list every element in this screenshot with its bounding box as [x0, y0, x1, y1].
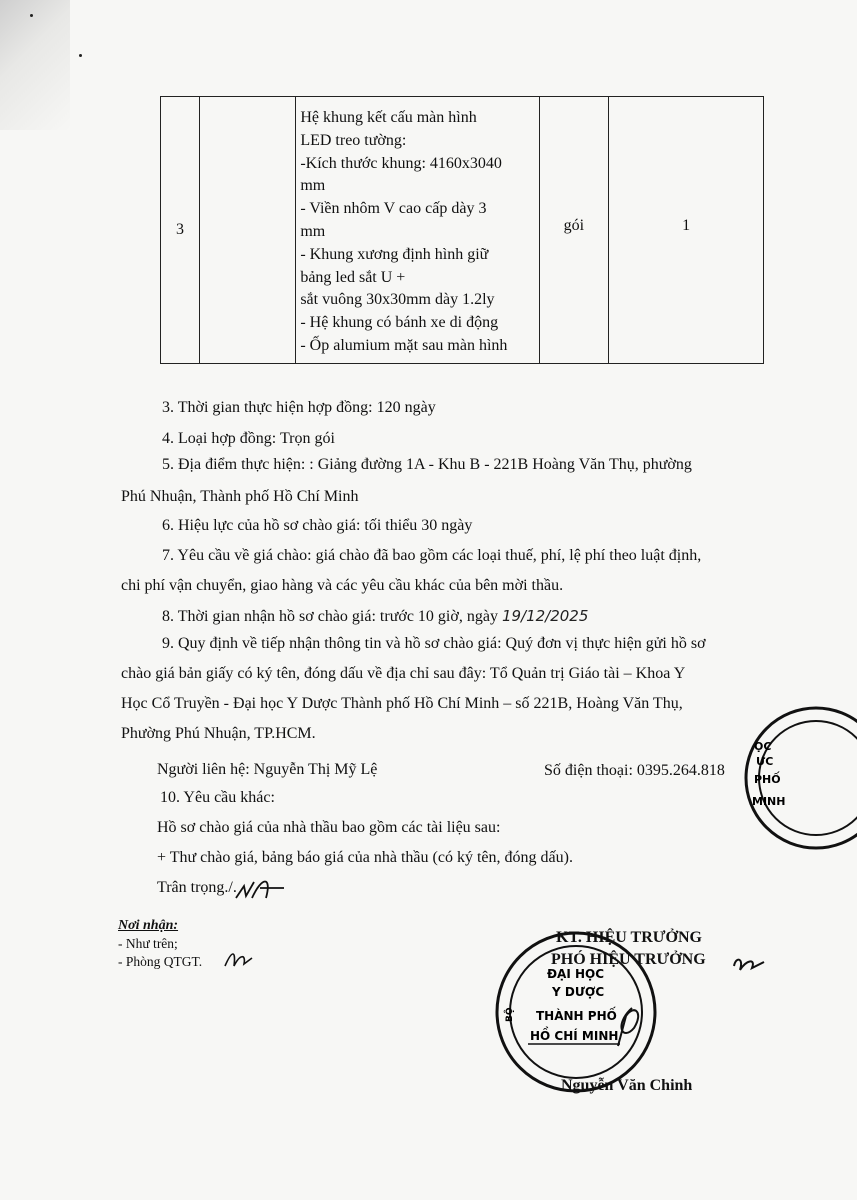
recipients-block [118, 917, 202, 971]
recipient-line: - Phòng QTGT. [118, 954, 203, 969]
partial-stamp-line: PHỐ [754, 773, 781, 786]
item-7-price: 7. Yêu cầu về giá chào: giá chào đã bao gồm các loại thuế, phí, lệ phí theo luật định, [162, 547, 702, 564]
desc-line: mm [300, 177, 326, 195]
desc-line: sắt vuông 30x30mm dày 1.2ly [300, 291, 495, 309]
recipient-initials [222, 948, 256, 970]
signer-name: Nguyễn Văn Chinh [561, 1077, 693, 1094]
page-fold-shadow [0, 0, 70, 130]
item-3-duration: 3. Thời gian thực hiện hợp đồng: 120 ngày [162, 399, 436, 416]
stamp-line: THÀNH PHỐ [536, 1009, 617, 1023]
desc-line: -Kích thước khung: 4160x3040 [300, 154, 502, 172]
item-10-bullet: + Thư chào giá, bảng báo giá của nhà thầu (có ký tên, đóng dấu). [157, 849, 573, 866]
partial-stamp-line: ỌC [754, 740, 772, 753]
partial-stamp-line: MINH [752, 795, 786, 808]
partial-stamp [738, 700, 857, 850]
stamp-side-text: BỘ [505, 1007, 515, 1022]
closing: Trân trọng./. [157, 879, 237, 896]
item-9-submission-cont: Phường Phú Nhuận, TP.HCM. [121, 725, 316, 742]
quantity-value: 1 [682, 216, 691, 234]
recipients-title: Nơi nhận: [118, 918, 179, 933]
item-5-location-cont: Phú Nhuận, Thành phố Hồ Chí Minh [121, 488, 359, 505]
row-number-cell [161, 97, 200, 364]
partial-stamp-line: ƯC [756, 755, 774, 768]
item-8-text: 8. Thời gian nhận hồ sơ chào giá: trước 10 giờ, ngày [162, 608, 498, 625]
desc-line: Hệ khung kết cấu màn hình [300, 109, 477, 126]
stamp-line: Y DƯỢC [552, 985, 605, 999]
signature-title-2: PHÓ HIỆU TRƯỞNG [551, 951, 706, 968]
item-7-price-cont: chi phí vận chuyển, giao hàng và các yêu cầu khác của bên mời thầu. [121, 577, 564, 594]
desc-line: - Ốp alumium mặt sau màn hình [300, 336, 508, 354]
desc-line: LED treo tường: [300, 131, 407, 149]
signature-title-1: KT. HIỆU TRƯỞNG [556, 929, 702, 946]
desc-line: mm [300, 222, 326, 240]
desc-line: bảng led sắt U + [300, 268, 406, 286]
item-6-validity: 6. Hiệu lực của hồ sơ chào giá: tối thiểu 30 ngày [162, 517, 473, 534]
desc-line: - Viền nhôm V cao cấp dày 3 [300, 200, 487, 218]
scan-speck [79, 54, 82, 57]
item-10-desc: Hồ sơ chào giá của nhà thầu bao gồm các tài liệu sau: [157, 819, 501, 836]
empty-cell [200, 97, 296, 364]
stamp-line: ĐẠI HỌC [547, 967, 605, 981]
handwritten-date: 19/12/2025 [501, 607, 589, 625]
item-10-other: 10. Yêu cầu khác: [160, 789, 275, 806]
quantity-cell [609, 97, 764, 364]
recipient-line: - Như trên; [118, 936, 178, 951]
desc-line: - Khung xương định hình giữ [300, 245, 489, 263]
item-9-submission-cont: chào giá bản giấy có ký tên, đóng dấu về địa chỉ sau đây: Tổ Quản trị Giáo tài – Khoa Y [121, 665, 686, 682]
item-9-submission-cont: Học Cổ Truyền - Đại học Y Dược Thành phố Hồ Chí Minh – số 221B, Hoàng Văn Thụ, [121, 695, 683, 712]
item-4-contract-type: 4. Loại hợp đồng: Trọn gói [162, 430, 335, 447]
item-9-submission: 9. Quy định về tiếp nhận thông tin và hồ sơ chào giá: Quý đơn vị thực hiện gửi hồ sơ [162, 635, 706, 652]
items-table [160, 96, 764, 364]
stamp-line: HỒ CHÍ MINH [530, 1029, 619, 1043]
row-number: 3 [176, 220, 185, 238]
contact-person: Người liên hệ: Nguyễn Thị Mỹ Lệ [157, 761, 378, 778]
table-row [161, 97, 764, 364]
item-8-deadline [162, 607, 588, 626]
initials-signature [232, 872, 292, 906]
desc-line: - Hệ khung có bánh xe di động [300, 314, 499, 332]
description-cell [296, 97, 539, 364]
phone-number: Số điện thoại: 0395.264.818 [544, 762, 725, 779]
item-5-location: 5. Địa điểm thực hiện: : Giảng đường 1A - Khu B - 221B Hoàng Văn Thụ, phường [162, 456, 692, 473]
unit-value: gói [563, 216, 585, 234]
scan-speck [30, 14, 33, 17]
handwritten-signature [604, 946, 774, 1056]
unit-cell [539, 97, 609, 364]
